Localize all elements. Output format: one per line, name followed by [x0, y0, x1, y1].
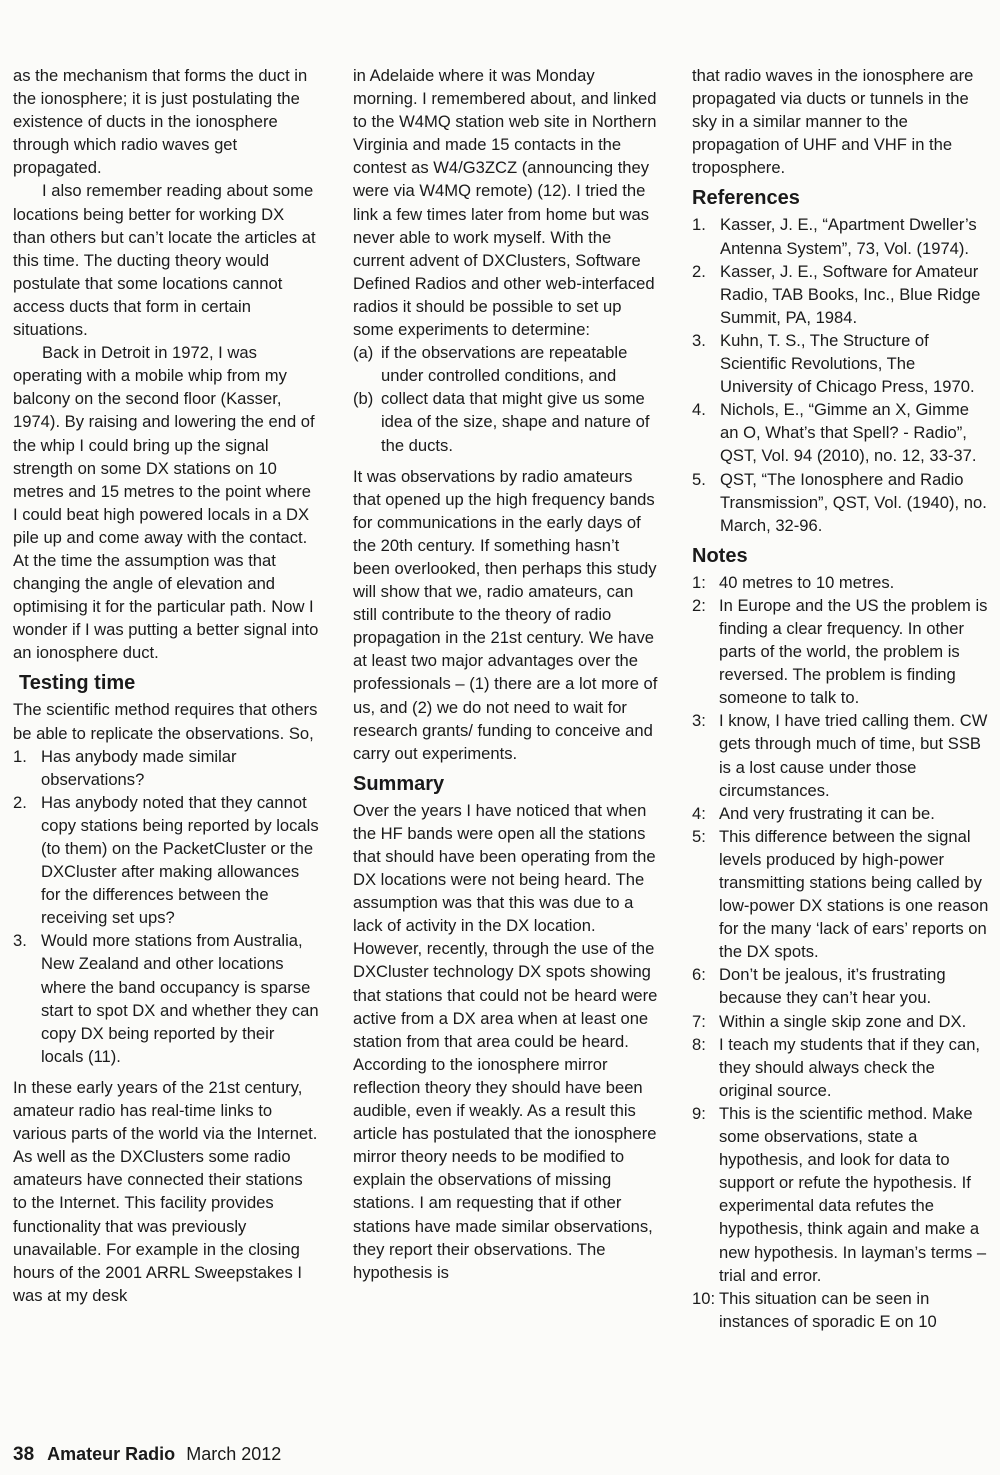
- magazine-name: Amateur Radio: [47, 1444, 176, 1464]
- paragraph: I also remember reading about some locations being better for working DX than others but can’t locate the articles at this time. The ducting theory would postulate that some locations cannot access ducts that form in certain situations.: [13, 181, 316, 340]
- list-text: collect data that might give us some idea of the size, shape and nature of the ducts.: [381, 389, 650, 455]
- list-text: Nichols, E., “Gimme an X, Gimme an O, What’s that Spell? - Radio”, QST, Vol. 94 (2010), no. 12, 33-37.: [720, 400, 977, 466]
- paragraph: It was observations by radio amateurs that opened up the high frequency bands for communications in the early days of the 20th century. If something hasn’t been overlooked, then perhaps this study will show that we, radio amateurs, can still contribute to the theory of radio propagation in the 21st century. We have at least two major advantages over the professionals – (1) there are a lot more of us, and (2) we do not need to wait for research grants/ funding to conceive and carry out experiments.: [353, 466, 658, 763]
- note-text: 40 metres to 10 metres.: [719, 572, 895, 592]
- note-item: [692, 1102, 992, 1287]
- column-1: [13, 64, 319, 1307]
- note-text: This is the scientific method. Make some observations, state a hypothesis, and look for data to support or refute the hypothesis. If experimental data refutes the hypothesis, think again and make a new hypothesis. In layman’s terms – trial and error.: [719, 1103, 987, 1285]
- list-number: 2.: [692, 261, 706, 281]
- list-text: QST, “The Ionosphere and Radio Transmission”, QST, Vol. (1940), no. March, 32-96.: [720, 469, 987, 535]
- note-number: 2:: [692, 595, 706, 615]
- list-number: 2.: [13, 792, 27, 812]
- section-heading-references: References: [692, 187, 800, 210]
- list-text: Kasser, J. E., “Apartment Dweller’s Antenna System”, 73, Vol. (1974).: [720, 215, 977, 258]
- note-text: I know, I have tried calling them. CW gets through much of time, but SSB is a lost cause under those circumstances.: [719, 711, 988, 800]
- note-number: 6:: [692, 965, 706, 985]
- list-item: [13, 929, 319, 1068]
- paragraph: The scientific method requires that others be able to replicate the observations. So,: [13, 700, 318, 743]
- note-text: Don’t be jealous, it’s frustrating because they can’t hear you.: [719, 965, 946, 1008]
- note-number: 10:: [692, 1288, 716, 1308]
- list-number: 3.: [692, 330, 706, 350]
- note-text: This difference between the signal levels produced by high-power transmitting stations being called by low-power DX stations is one reason for the many ‘lack of ears’ reports on the DX spots.: [719, 826, 989, 962]
- note-text: This situation can be seen in instances of sporadic E on 10: [719, 1288, 937, 1331]
- reference-item: [692, 329, 992, 398]
- section-heading-notes: Notes: [692, 544, 748, 567]
- notes-list: [692, 571, 992, 1333]
- note-number: 3:: [692, 711, 706, 731]
- column-3: [692, 64, 992, 1333]
- paragraph: as the mechanism that forms the duct in the ionosphere; it is just postulating the existence of ducts in the ionosphere through which radio waves get propagated.: [13, 66, 308, 178]
- note-item: [692, 571, 992, 594]
- paragraph: that radio waves in the ionosphere are propagated via ducts or tunnels in the sky in a similar manner to the propagation of UHF and VHF in the troposphere.: [692, 66, 974, 178]
- list-text: Has anybody noted that they cannot copy stations being reported by locals (to them) on the PacketCluster or the DXCluster after making allowances for the differences between the receiving set ups?: [41, 792, 319, 928]
- note-text: I teach my students that if they can, they should always check the original source.: [719, 1034, 981, 1100]
- list-item: [353, 387, 658, 456]
- issue-date: March 2012: [186, 1444, 282, 1464]
- note-item: [692, 709, 992, 801]
- note-number: 9:: [692, 1103, 706, 1123]
- note-number: 7:: [692, 1011, 706, 1031]
- list-letter: (b): [353, 389, 374, 409]
- questions-list: [13, 745, 319, 1068]
- note-number: 5:: [692, 826, 706, 846]
- note-item: [692, 802, 992, 825]
- note-item: [692, 1033, 992, 1102]
- note-item: [692, 825, 992, 964]
- list-number: 5.: [692, 469, 706, 489]
- reference-item: [692, 398, 992, 467]
- paragraph: Back in Detroit in 1972, I was operating with a mobile whip from my balcony on the second floor (Kasser, 1974). By raising and lowering the end of the whip I could bring up the signal strength on some DX stations on 10 metres and 15 metres to the point where I could beat high powered locals in a DX pile up and come away with the contact. At the time the assumption was that changing the angle of elevation and optimising it for the particular path. Now I wonder if I was putting a better signal into an ionosphere duct.: [13, 343, 319, 663]
- list-item: [13, 791, 319, 930]
- list-text: Has anybody made similar observations?: [41, 746, 237, 789]
- paragraph: in Adelaide where it was Monday morning. I remembered about, and linked to the W4MQ station web site in Northern Virginia and made 15 contacts in the contest as W4/G3ZCZ (announcing they were via W4MQ remote) (12). I tried the link a few times later from home but was never able to work myself. With the current advent of DXClusters, Software Defined Radios and other web-interfaced radios it should be possible to set up some experiments to determine:: [353, 66, 657, 340]
- section-heading-testing-time: Testing time: [19, 672, 136, 695]
- list-item: [353, 341, 658, 387]
- list-text: Kuhn, T. S., The Structure of Scientific Revolutions, The University of Chicago Press, 1970.: [720, 330, 975, 397]
- note-number: 8:: [692, 1034, 706, 1054]
- note-text: Within a single skip zone and DX.: [719, 1011, 967, 1031]
- page-footer: [13, 1442, 281, 1467]
- note-number: 1:: [692, 572, 706, 592]
- list-number: 1.: [13, 746, 27, 766]
- note-text: And very frustrating it can be.: [719, 803, 935, 823]
- paragraph: Over the years I have noticed that when the HF bands were open all the stations that should have been operating from the DX locations were not being heard. The assumption was that this was due to a lack of activity in the DX location. However, recently, through the use of the DXCluster technology DX spots showing that stations that could not be heard were active from a DX area when at least one station from that area could be heard. According to the ionosphere mirror reflection theory they should have been audible, even if weakly. As a result this article has postulated that the ionosphere mirror theory needs to be modified to explain the observations of missing stations. I am requesting that if other stations have made similar observations, they report their observations. The hypothesis is: [353, 800, 658, 1282]
- list-text: Would more stations from Australia, New Zealand and other locations where the band occupancy is sparse start to spot DX and whether they can copy DX being reported by their locals (11).: [41, 931, 319, 1066]
- note-item: [692, 1287, 992, 1333]
- experiment-list: [353, 341, 658, 456]
- reference-item: [692, 213, 992, 259]
- paragraph: In these early years of the 21st century, amateur radio has real-time links to various parts of the world via the Internet. As well as the DXClusters some radio amateurs have connected their stations to the Internet. This facility provides functionality that was previously unavailable. For example in the closing hours of the 2001 ARRL Sweepstakes I was at my desk: [13, 1077, 318, 1305]
- list-text: Kasser, J. E., Software for Amateur Radio, TAB Books, Inc., Blue Ridge Summit, PA, 1984.: [720, 261, 981, 327]
- section-heading-summary: Summary: [353, 772, 445, 795]
- references-list: [692, 213, 992, 536]
- reference-item: [692, 260, 992, 329]
- list-item: [13, 745, 319, 791]
- list-number: 1.: [692, 215, 706, 235]
- column-2: [353, 64, 658, 1284]
- list-number: 3.: [13, 931, 27, 951]
- note-item: [692, 594, 992, 709]
- list-number: 4.: [692, 400, 706, 420]
- page-number: 38: [13, 1444, 35, 1465]
- list-letter: (a): [353, 343, 374, 363]
- note-item: [692, 963, 992, 1009]
- reference-item: [692, 468, 992, 537]
- note-number: 4:: [692, 803, 706, 823]
- list-text: if the observations are repeatable under controlled conditions, and: [381, 343, 628, 386]
- note-item: [692, 1010, 992, 1033]
- note-text: In Europe and the US the problem is finding a clear frequency. In other parts of the world, the problem is reversed. The problem is finding someone to talk to.: [719, 595, 988, 708]
